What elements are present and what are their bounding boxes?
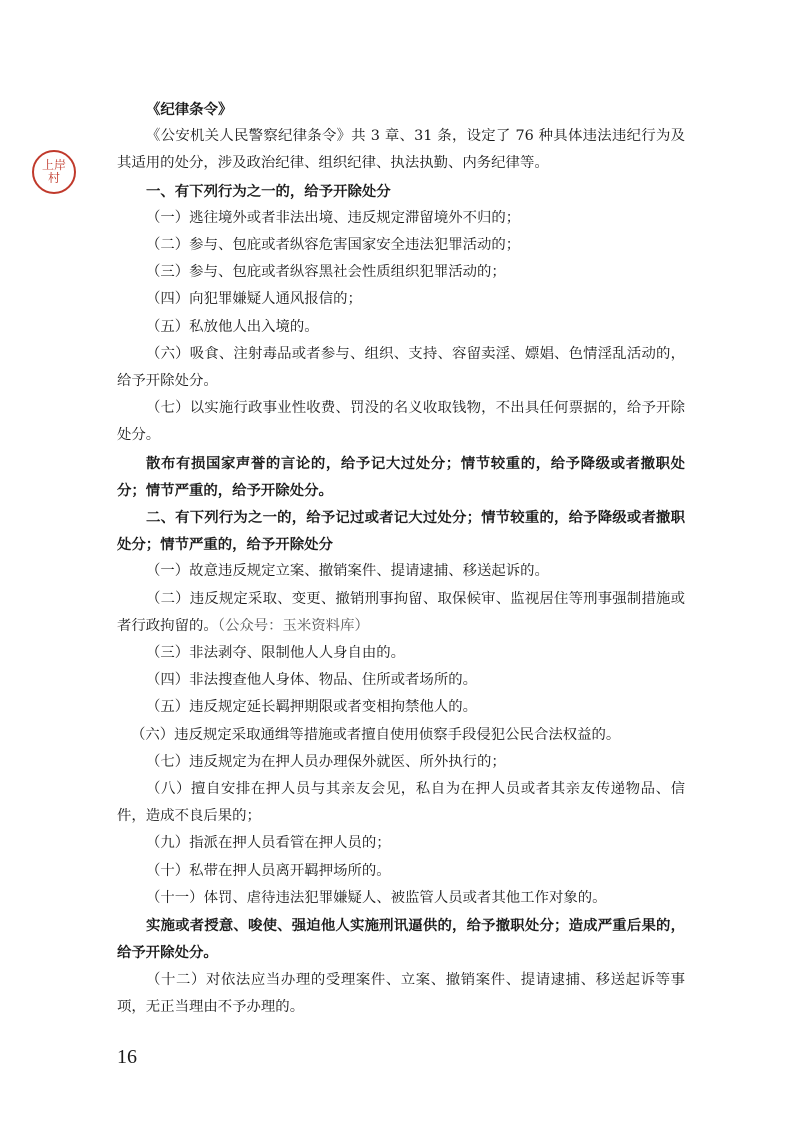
clause-1-2: （二）参与、包庇或者纵容危害国家安全违法犯罪活动的；	[146, 237, 521, 254]
bold-paragraph-2: 实施或者授意、唆使、强迫他人实施刑讯逼供的，给予撤职处分；造成严重后果的，给予开除处分。	[117, 917, 685, 962]
section-title: 《纪律条令》	[146, 101, 233, 118]
clause-2-11: （十一）体罚、虐待违法犯罪嫌疑人、被监管人员或者其他工作对象的。	[146, 889, 607, 906]
page-number: 16	[117, 1046, 137, 1068]
page-content	[117, 96, 685, 1021]
clause-2-1: （一）故意违反规定立案、撤销案件、提请逮捕、移送起诉的。	[146, 563, 549, 580]
clause-1-4: （四）向犯罪嫌疑人通风报信的；	[146, 291, 362, 308]
intro-paragraph: 《公安机关人民警察纪律条令》共 3 章、31 条，设定了 76 种具体违法违纪行为及其适用的处分，涉及政治纪律、组织纪律、执法执勤、内务纪律等。	[117, 128, 685, 172]
clause-1-7: （七）以实施行政事业性收费、罚没的名义收取钱物，不出具任何票据的，给予开除处分。	[117, 400, 685, 444]
clause-2-2-note: （公众号：玉米资料库）	[217, 617, 369, 634]
clause-2-5: （五）违反规定延长羁押期限或者变相拘禁他人的。	[146, 699, 477, 716]
clause-1-1: （一）逃往境外或者非法出境、违反规定滞留境外不归的；	[146, 209, 521, 226]
clause-2-8: （八）擅自安排在押人员与其亲友会见，私自为在押人员或者其亲友传递物品、信件，造成不良后果的；	[117, 781, 685, 825]
clause-2-9: （九）指派在押人员看管在押人员的；	[146, 835, 391, 852]
clause-1-3: （三）参与、包庇或者纵容黑社会性质组织犯罪活动的；	[146, 264, 506, 281]
bold-paragraph-1: 散布有损国家声誉的言论的，给予记大过处分；情节较重的，给予降级或者撤职处分；情节严重的，给予开除处分。	[117, 454, 685, 499]
clause-2-4: （四）非法搜查他人身体、物品、住所或者场所的。	[146, 672, 477, 689]
heading-2: 二、有下列行为之一的，给予记过或者记大过处分；情节较重的，给予降级或者撤职处分；情节严重的，给予开除处分	[117, 509, 685, 554]
clause-1-6: （六）吸食、注射毒品或者参与、组织、支持、容留卖淫、嫖娼、色情淫乱活动的，给予开除处分。	[117, 345, 685, 390]
seal-stamp	[32, 150, 76, 194]
clause-2-3: （三）非法剥夺、限制他人人身自由的。	[146, 645, 406, 662]
clause-2-2-text: （二）违反规定采取、变更、撤销刑事拘留、取保候审、监视居住等刑事强制措施或者行政拘留的。	[117, 590, 685, 634]
seal-text: 上岸村	[41, 158, 66, 185]
clause-1-5: （五）私放他人出入境的。	[146, 318, 319, 335]
clause-2-7: （七）违反规定为在押人员办理保外就医、所外执行的；	[146, 753, 506, 770]
heading-1: 一、有下列行为之一的，给予开除处分	[146, 182, 391, 200]
clause-2-12: （十二）对依法应当办理的受理案件、立案、撤销案件、提请逮捕、移送起诉等事项，无正当理由不予办理的。	[117, 971, 685, 1015]
clause-2-10: （十）私带在押人员离开羁押场所的。	[146, 862, 391, 879]
clause-2-2	[117, 586, 685, 640]
clause-2-6: （六）违反规定采取通缉等措施或者擅自使用侦察手段侵犯公民合法权益的。	[131, 726, 621, 743]
